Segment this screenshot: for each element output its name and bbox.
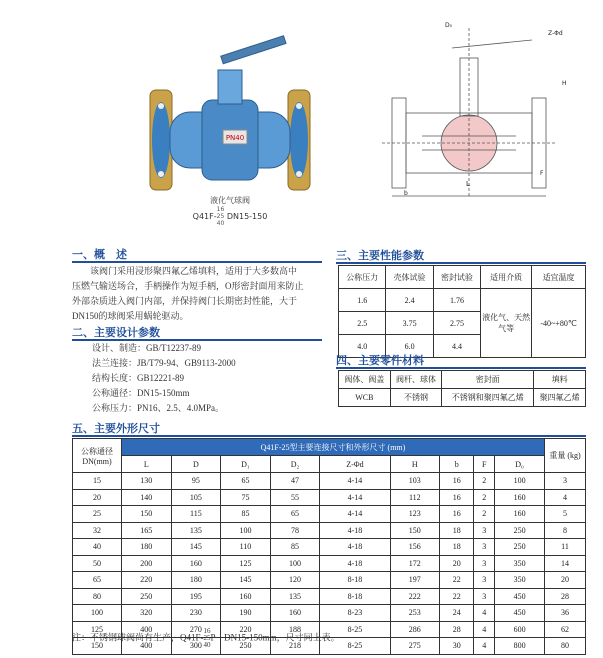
table-cell: 100 bbox=[270, 555, 320, 572]
caption-pn-mid: 25 bbox=[216, 213, 225, 220]
table-cell: 250 bbox=[495, 539, 545, 556]
table-cell: 4-18 bbox=[320, 522, 390, 539]
table-cell: 4.4 bbox=[433, 335, 480, 358]
table-cell: 50 bbox=[73, 555, 122, 572]
table-cell: 250 bbox=[495, 522, 545, 539]
footnote-pn-mid: 25 bbox=[203, 634, 211, 642]
table-cell: 125 bbox=[221, 555, 271, 572]
table-cell: 2 bbox=[474, 506, 495, 523]
dims-header: H bbox=[390, 456, 440, 473]
table-cell: 8-18 bbox=[320, 572, 390, 589]
table-cell: 160 bbox=[171, 555, 221, 572]
table-cell: 180 bbox=[122, 539, 172, 556]
table-cell: 200 bbox=[122, 555, 172, 572]
table-cell: 350 bbox=[495, 572, 545, 589]
table-cell: 16 bbox=[440, 473, 474, 490]
table-cell: 110 bbox=[221, 539, 271, 556]
table-cell: 4 bbox=[474, 638, 495, 655]
drawing-label-zd: Z-Φd bbox=[548, 30, 563, 37]
caption-range: DN15-150 bbox=[226, 212, 268, 221]
table-cell: 22 bbox=[440, 572, 474, 589]
table-cell: 222 bbox=[390, 588, 440, 605]
table-cell: 32 bbox=[73, 522, 122, 539]
table-cell: 8-25 bbox=[320, 638, 390, 655]
table-cell: 8 bbox=[545, 522, 586, 539]
table-cell: 140 bbox=[122, 489, 172, 506]
table-cell: 160 bbox=[495, 506, 545, 523]
table-cell: 不锈钢 bbox=[390, 389, 442, 407]
table-cell: 3 bbox=[474, 572, 495, 589]
perf-header: 公称压力 bbox=[339, 266, 386, 289]
dims-dn-header: 公称通径 DN(mm) bbox=[73, 439, 122, 473]
table-cell: 286 bbox=[390, 621, 440, 638]
table-cell: 8-18 bbox=[320, 588, 390, 605]
table-cell: 3 bbox=[474, 555, 495, 572]
footnote-pn-top: 16 bbox=[203, 627, 211, 635]
table-cell: 1.6 bbox=[339, 289, 386, 312]
footnote bbox=[72, 628, 340, 649]
table-cell: 16 bbox=[440, 489, 474, 506]
table-cell: 75 bbox=[221, 489, 271, 506]
table-cell: 20 bbox=[440, 555, 474, 572]
table-cell: 85 bbox=[221, 506, 271, 523]
table-row bbox=[73, 572, 586, 589]
overview-line: 压燃气输送场合，手柄操作为短手柄，O形密封面用来防止 bbox=[72, 281, 304, 291]
design-line: 设计、制造：GB/T12237-89 bbox=[92, 343, 201, 353]
overview-line: 该阀门采用浸形聚四氟乙烯填料，适用于大多数高中 bbox=[90, 266, 298, 276]
table-cell: 20 bbox=[73, 489, 122, 506]
dimensions-table bbox=[72, 438, 586, 655]
table-cell: 450 bbox=[495, 588, 545, 605]
table-cell: 115 bbox=[171, 506, 221, 523]
table-cell: 22 bbox=[440, 588, 474, 605]
table-cell: 20 bbox=[545, 572, 586, 589]
table-cell: 180 bbox=[171, 572, 221, 589]
dims-banner: Q41F-25型主要连接尺寸和外形尺寸 (mm) bbox=[122, 439, 545, 456]
dims-header: D₂ bbox=[270, 456, 320, 473]
dims-header: Z-Φd bbox=[320, 456, 390, 473]
overview-divider bbox=[72, 261, 322, 263]
design-line: 公称压力：PN16、2.5、4.0MPa。 bbox=[92, 403, 225, 413]
table-row bbox=[73, 539, 586, 556]
table-cell: 103 bbox=[390, 473, 440, 490]
table-cell: 6.0 bbox=[386, 335, 433, 358]
table-cell: 25 bbox=[73, 506, 122, 523]
table-cell: 150 bbox=[390, 522, 440, 539]
table-row bbox=[73, 555, 586, 572]
dims-header: D₀ bbox=[495, 456, 545, 473]
design-line: 公称通径：DN15-150mm bbox=[92, 388, 190, 398]
table-cell: 4 bbox=[474, 621, 495, 638]
table-cell: 15 bbox=[73, 473, 122, 490]
table-cell: 不锈钢和聚四氟乙烯 bbox=[442, 389, 534, 407]
design-line: 法兰连接：JB/T79-94、GB9113-2000 bbox=[92, 358, 236, 368]
dimensions-divider bbox=[72, 435, 586, 437]
table-cell: 120 bbox=[270, 572, 320, 589]
design-text bbox=[92, 341, 332, 416]
table-cell: 300 bbox=[171, 638, 221, 655]
table-cell: 4-14 bbox=[320, 489, 390, 506]
performance-table bbox=[338, 265, 586, 358]
parts-header: 阀体、阀盖 bbox=[339, 371, 391, 389]
drawing-label-h: H bbox=[562, 80, 567, 87]
parts-header: 填料 bbox=[534, 371, 586, 389]
table-row bbox=[73, 506, 586, 523]
table-cell: 4 bbox=[545, 489, 586, 506]
perf-header: 壳体试验 bbox=[386, 266, 433, 289]
table-cell: 4 bbox=[474, 605, 495, 622]
table-cell: 172 bbox=[390, 555, 440, 572]
table-cell: 160 bbox=[221, 588, 271, 605]
table-cell: 150 bbox=[122, 506, 172, 523]
table-cell: 18 bbox=[440, 522, 474, 539]
table-cell: 4-18 bbox=[320, 555, 390, 572]
table-cell: 2.4 bbox=[386, 289, 433, 312]
table-cell: 160 bbox=[495, 489, 545, 506]
table-cell: 2.5 bbox=[339, 312, 386, 335]
dims-header: D₁ bbox=[221, 456, 271, 473]
table-cell: 100 bbox=[73, 605, 122, 622]
table-cell: 18 bbox=[440, 539, 474, 556]
overview-text bbox=[72, 264, 334, 324]
perf-header: 适用介质 bbox=[481, 266, 532, 289]
table-cell: 270 bbox=[171, 621, 221, 638]
table-cell: 11 bbox=[545, 539, 586, 556]
table-cell: 156 bbox=[390, 539, 440, 556]
caption-pn-top: 16 bbox=[216, 206, 225, 213]
table-cell: 40 bbox=[73, 539, 122, 556]
performance-divider bbox=[336, 262, 586, 264]
table-cell: 78 bbox=[270, 522, 320, 539]
table-cell: 62 bbox=[545, 621, 586, 638]
photo-caption bbox=[150, 195, 310, 227]
parts-header: 密封面 bbox=[442, 371, 534, 389]
table-cell: 65 bbox=[221, 473, 271, 490]
parts-table bbox=[338, 370, 586, 407]
table-cell: 123 bbox=[390, 506, 440, 523]
table-cell: 450 bbox=[495, 605, 545, 622]
table-cell: 130 bbox=[122, 473, 172, 490]
table-cell: 3 bbox=[474, 588, 495, 605]
table-cell: 250 bbox=[122, 588, 172, 605]
table-cell: 3.75 bbox=[386, 312, 433, 335]
table-cell: 2 bbox=[474, 489, 495, 506]
table-row bbox=[73, 588, 586, 605]
dims-header: b bbox=[440, 456, 474, 473]
table-cell: 275 bbox=[390, 638, 440, 655]
caption-name: 液化气球阀 bbox=[210, 196, 250, 205]
table-row bbox=[339, 389, 586, 407]
drawing-label-f: F bbox=[540, 170, 544, 177]
table-cell: 65 bbox=[270, 506, 320, 523]
table-cell: 150 bbox=[73, 638, 122, 655]
table-row bbox=[73, 522, 586, 539]
drawing-label-d0: D₀ bbox=[445, 22, 453, 29]
valve-photo bbox=[140, 30, 320, 210]
table-cell: 47 bbox=[270, 473, 320, 490]
table-cell: 400 bbox=[122, 621, 172, 638]
table-cell: 8-23 bbox=[320, 605, 390, 622]
table-cell: 105 bbox=[171, 489, 221, 506]
parts-divider bbox=[336, 367, 586, 369]
table-cell: 16 bbox=[440, 506, 474, 523]
table-cell: 145 bbox=[221, 572, 271, 589]
dims-weight-header: 重量 (kg) bbox=[545, 439, 586, 473]
table-cell: 36 bbox=[545, 605, 586, 622]
table-cell: 135 bbox=[270, 588, 320, 605]
overview-line: DN150的球阀采用蜗轮驱动。 bbox=[72, 311, 189, 321]
table-cell: 95 bbox=[171, 473, 221, 490]
dimensions-title: 五、主要外形尺寸 bbox=[72, 422, 160, 435]
parts-header: 阀杆、球体 bbox=[390, 371, 442, 389]
table-cell: 3 bbox=[474, 522, 495, 539]
perf-temperature: -40~+80℃ bbox=[532, 289, 586, 358]
table-cell: 600 bbox=[495, 621, 545, 638]
table-row bbox=[73, 489, 586, 506]
table-cell: 24 bbox=[440, 605, 474, 622]
table-cell: 1.76 bbox=[433, 289, 480, 312]
perf-header: 适宜温度 bbox=[532, 266, 586, 289]
table-cell: WCB bbox=[339, 389, 391, 407]
table-cell: 55 bbox=[270, 489, 320, 506]
drawing-label-b: b bbox=[404, 190, 408, 197]
table-cell: 3 bbox=[474, 539, 495, 556]
table-cell: 28 bbox=[440, 621, 474, 638]
table-cell: 188 bbox=[270, 621, 320, 638]
design-title: 二、主要设计参数 bbox=[72, 326, 160, 339]
table-cell: 165 bbox=[122, 522, 172, 539]
table-cell: 4-18 bbox=[320, 539, 390, 556]
table-cell: 80 bbox=[545, 638, 586, 655]
table-cell: 4-14 bbox=[320, 473, 390, 490]
table-cell: 160 bbox=[270, 605, 320, 622]
table-cell: 253 bbox=[390, 605, 440, 622]
table-cell: 197 bbox=[390, 572, 440, 589]
table-cell: 400 bbox=[122, 638, 172, 655]
table-cell: 4-14 bbox=[320, 506, 390, 523]
table-row bbox=[73, 473, 586, 490]
table-cell: 2.75 bbox=[433, 312, 480, 335]
parts-title: 四、主要零件材料 bbox=[336, 354, 424, 367]
table-cell: 250 bbox=[221, 638, 271, 655]
table-cell: 14 bbox=[545, 555, 586, 572]
svg-text:PN40: PN40 bbox=[225, 134, 245, 142]
table-row bbox=[73, 605, 586, 622]
table-cell: 230 bbox=[171, 605, 221, 622]
table-cell: 350 bbox=[495, 555, 545, 572]
table-cell: 28 bbox=[545, 588, 586, 605]
table-cell: 100 bbox=[221, 522, 271, 539]
table-cell: 218 bbox=[270, 638, 320, 655]
table-cell: 85 bbox=[270, 539, 320, 556]
perf-header: 密封试验 bbox=[433, 266, 480, 289]
table-row bbox=[339, 289, 586, 312]
table-cell: 30 bbox=[440, 638, 474, 655]
table-cell: 135 bbox=[171, 522, 221, 539]
table-cell: 80 bbox=[73, 588, 122, 605]
table-cell: 4.0 bbox=[339, 335, 386, 358]
table-cell: 65 bbox=[73, 572, 122, 589]
dims-header: L bbox=[122, 456, 172, 473]
table-cell: 聚四氟乙烯 bbox=[534, 389, 586, 407]
table-cell: 320 bbox=[122, 605, 172, 622]
overview-title: 一、概 述 bbox=[72, 248, 127, 261]
drawing-label-l: L bbox=[466, 180, 470, 188]
perf-medium: 液化气、天然气等 bbox=[481, 289, 532, 358]
table-cell: 5 bbox=[545, 506, 586, 523]
table-cell: 145 bbox=[171, 539, 221, 556]
overview-line: 外部杂质进入阀门内部，并保持阀门长期密封性能，大于 bbox=[72, 296, 298, 306]
caption-model: Q41F- bbox=[192, 212, 217, 221]
table-cell: 125 bbox=[73, 621, 122, 638]
footnote-prefix: 注：不锈钢球阀尚有生产，Q41F- bbox=[72, 632, 204, 643]
table-cell: 3 bbox=[545, 473, 586, 490]
footnote-pn-bot: 40 bbox=[203, 641, 211, 649]
table-cell: 100 bbox=[495, 473, 545, 490]
table-cell: 195 bbox=[171, 588, 221, 605]
table-cell: 8-25 bbox=[320, 621, 390, 638]
footnote-suffix: P DN15-150mm，尺寸同上表。 bbox=[210, 632, 340, 643]
performance-title: 三、主要性能参数 bbox=[336, 249, 424, 262]
valve-section-drawing bbox=[382, 18, 557, 203]
dims-header: F bbox=[474, 456, 495, 473]
table-cell: 2 bbox=[474, 473, 495, 490]
caption-pn-bot: 40 bbox=[216, 220, 225, 227]
table-cell: 800 bbox=[495, 638, 545, 655]
dims-header: D bbox=[171, 456, 221, 473]
table-cell: 190 bbox=[221, 605, 271, 622]
table-cell: 220 bbox=[122, 572, 172, 589]
table-cell: 220 bbox=[221, 621, 271, 638]
table-cell: 112 bbox=[390, 489, 440, 506]
design-line: 结构长度：GB12221-89 bbox=[92, 373, 184, 383]
